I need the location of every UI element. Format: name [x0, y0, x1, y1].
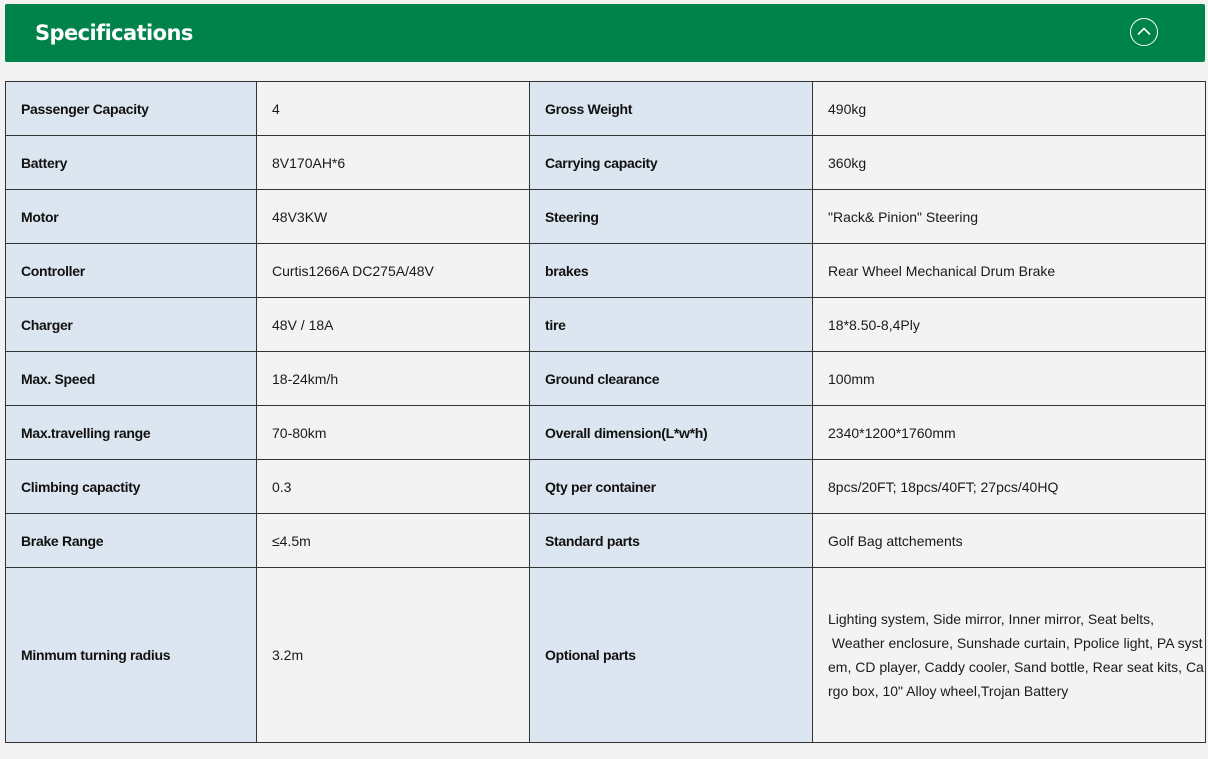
spec-value: ≤4.5m: [257, 514, 530, 568]
table-row: [6, 244, 1206, 298]
spec-label: brakes: [530, 244, 813, 298]
spec-label: Qty per container: [530, 460, 813, 514]
optional-parts-line: Lighting system, Side mirror, Inner mirror, Seat belts,: [828, 611, 1155, 627]
collapse-button[interactable]: [1130, 18, 1158, 46]
spec-label: Standard parts: [530, 514, 813, 568]
table-row: [6, 82, 1206, 136]
spec-label: Carrying capacity: [530, 136, 813, 190]
spec-value: "Rack& Pinion" Steering: [813, 190, 1206, 244]
table-row: [6, 568, 1206, 743]
spec-label: Max. Speed: [6, 352, 257, 406]
spec-value: 48V / 18A: [257, 298, 530, 352]
spec-value: 2340*1200*1760mm: [813, 406, 1206, 460]
spec-value: Curtis1266A DC275A/48V: [257, 244, 530, 298]
section-title: Specifications: [35, 21, 193, 45]
spec-value: 4: [257, 82, 530, 136]
spec-label: Gross Weight: [530, 82, 813, 136]
spec-label: Optional parts: [530, 568, 813, 743]
table-row: [6, 352, 1206, 406]
spec-label: Overall dimension(L*w*h): [530, 406, 813, 460]
spec-label: Battery: [6, 136, 257, 190]
spec-label: tire: [530, 298, 813, 352]
table-row: [6, 190, 1206, 244]
spec-value: 100mm: [813, 352, 1206, 406]
spec-label: Max.travelling range: [6, 406, 257, 460]
optional-parts-value: [813, 568, 1206, 743]
spec-value: 490kg: [813, 82, 1206, 136]
spec-value: 18-24km/h: [257, 352, 530, 406]
spec-value: Golf Bag attchements: [813, 514, 1206, 568]
spec-value: 0.3: [257, 460, 530, 514]
table-row: [6, 136, 1206, 190]
optional-parts-line: Weather enclosure, Sunshade curtain, Ppolice light, PA system, CD player, Caddy cooler, Sand bottle, Rear seat kits, Cargo box, 10" Alloy wheel,Trojan Battery: [828, 635, 1204, 699]
spec-label: Steering: [530, 190, 813, 244]
spec-value: 70-80km: [257, 406, 530, 460]
spec-value: 360kg: [813, 136, 1206, 190]
spec-value: 3.2m: [257, 568, 530, 743]
table-row: [6, 460, 1206, 514]
spec-value: 48V3KW: [257, 190, 530, 244]
spec-label: Motor: [6, 190, 257, 244]
spec-label: Charger: [6, 298, 257, 352]
spec-label: Minmum turning radius: [6, 568, 257, 743]
spec-label: Controller: [6, 244, 257, 298]
specifications-header[interactable]: [5, 4, 1205, 62]
spec-label: Climbing capactity: [6, 460, 257, 514]
spec-value: 18*8.50-8,4Ply: [813, 298, 1206, 352]
spec-label: Brake Range: [6, 514, 257, 568]
table-row: [6, 514, 1206, 568]
chevron-up-icon: [1137, 26, 1151, 36]
spec-value: 8V170AH*6: [257, 136, 530, 190]
specifications-table: [5, 81, 1206, 743]
spec-label: Ground clearance: [530, 352, 813, 406]
spec-value: Rear Wheel Mechanical Drum Brake: [813, 244, 1206, 298]
spec-value: 8pcs/20FT; 18pcs/40FT; 27pcs/40HQ: [813, 460, 1206, 514]
table-row: [6, 298, 1206, 352]
spec-label: Passenger Capacity: [6, 82, 257, 136]
table-row: [6, 406, 1206, 460]
